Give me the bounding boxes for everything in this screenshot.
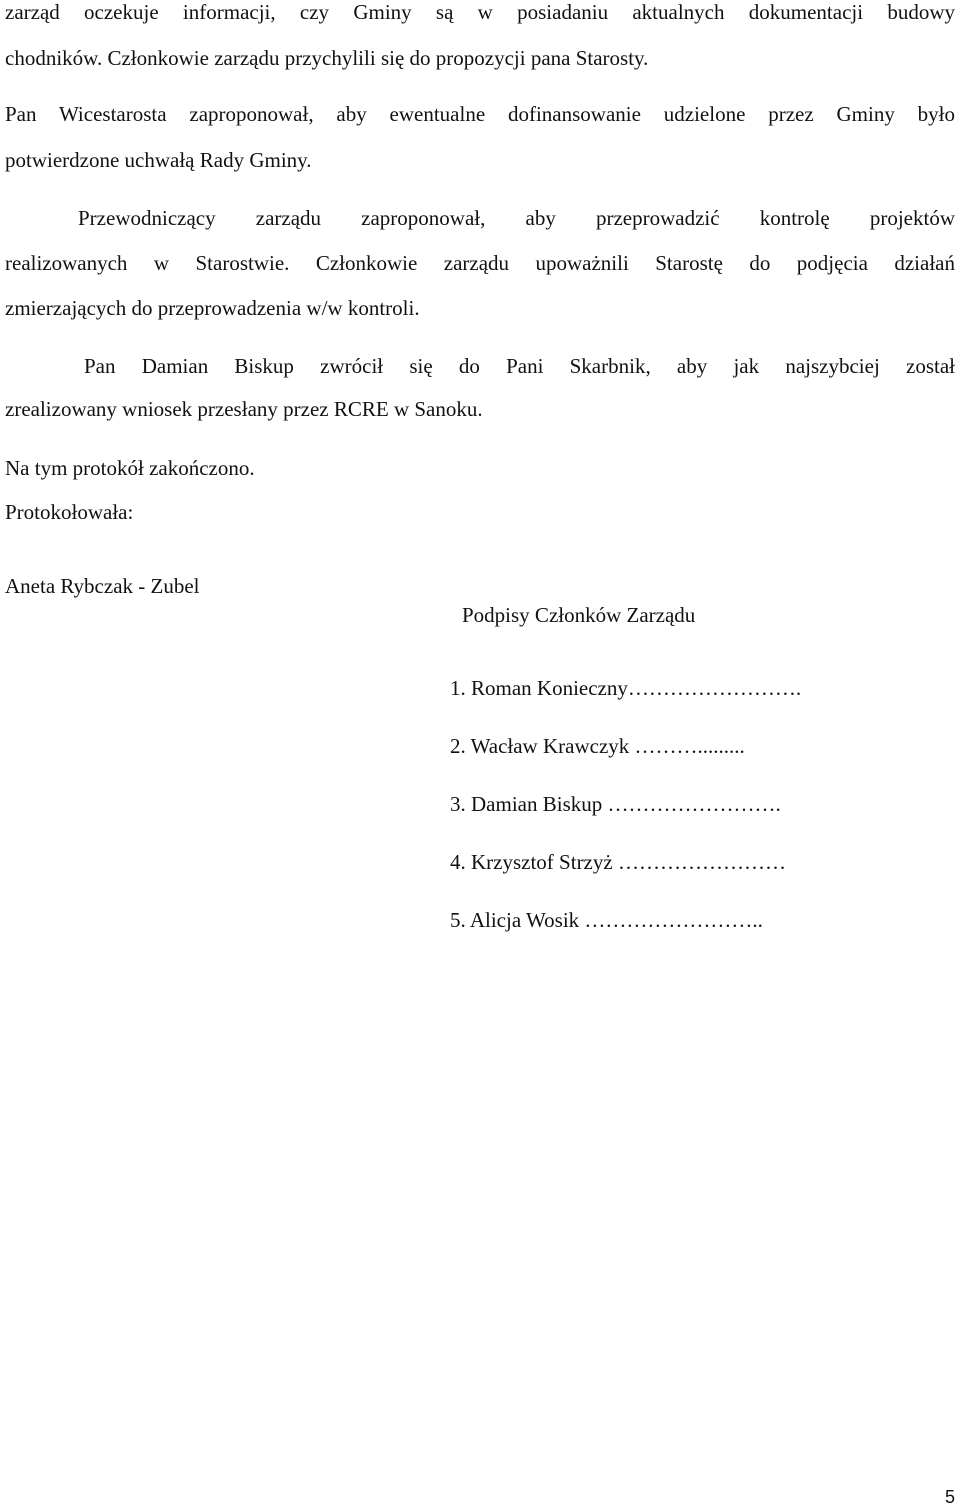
paragraph-4-line-1: Pan Damian Biskup zwrócił się do Pani Skarbnik, aby jak najszybciej został [84, 354, 955, 378]
recorder-label: Protokołowała: [5, 500, 134, 524]
signatures-heading: Podpisy Członków Zarządu [462, 603, 696, 627]
paragraph-1-line-2: chodników. Członkowie zarządu przychylili się do propozycji pana Starosty. [5, 46, 649, 70]
signature-line: 4. Krzysztof Strzyż …………………… [450, 850, 786, 874]
paragraph-1-line-1: zarząd oczekuje informacji, czy Gminy są w posiadaniu aktualnych dokumentacji budowy [5, 0, 955, 24]
signature-line: 1. Roman Konieczny……………………. [450, 676, 802, 700]
paragraph-3-line-3: zmierzających do przeprowadzenia w/w kontroli. [5, 296, 420, 320]
paragraph-4-line-2: zrealizowany wniosek przesłany przez RCRE w Sanoku. [5, 397, 483, 421]
paragraph-2-line-1: Pan Wicestarosta zaproponował, aby ewentualne dofinansowanie udzielone przez Gminy było [5, 102, 955, 126]
recorder-name: Aneta Rybczak - Zubel [5, 574, 200, 598]
paragraph-3-line-1: Przewodniczący zarządu zaproponował, aby przeprowadzić kontrolę projektów [78, 206, 955, 230]
signature-line: 3. Damian Biskup ……………………. [450, 792, 781, 816]
signature-line: 5. Alicja Wosik …………………….. [450, 908, 763, 932]
paragraph-3-line-2: realizowanych w Starostwie. Członkowie zarządu upoważnili Starostę do podjęcia działań [5, 251, 955, 275]
page-number: 5 [944, 1487, 955, 1507]
signature-line: 2. Wacław Krawczyk ………......... [450, 734, 745, 758]
paragraph-2-line-2: potwierdzone uchwałą Rady Gminy. [5, 148, 312, 172]
end-statement: Na tym protokół zakończono. [5, 456, 255, 480]
